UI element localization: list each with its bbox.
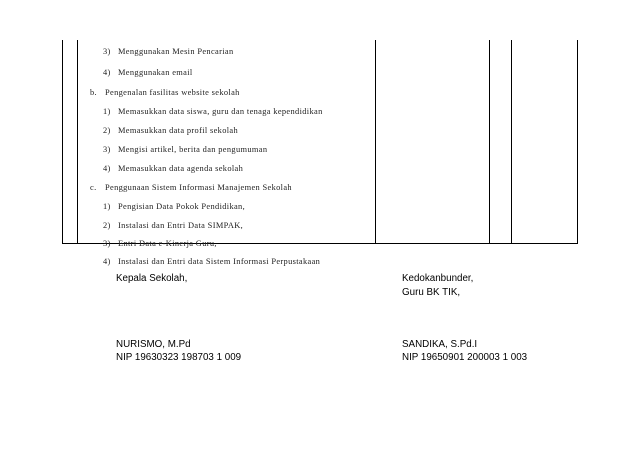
- list-item-text: Menggunakan Mesin Pencarian: [118, 47, 234, 56]
- list-item-text: Menggunakan email: [118, 68, 193, 77]
- section-letter: b.: [90, 88, 97, 97]
- section-heading: [90, 88, 240, 97]
- list-item: [103, 164, 243, 173]
- list-item-text: Pengisian Data Pokok Pendidikan,: [118, 202, 246, 211]
- place-date: Kedokanbunder,: [402, 273, 474, 284]
- list-item-number: 4): [103, 68, 111, 77]
- list-item-number: 4): [103, 164, 111, 173]
- list-item-text: Mengisi artikel, berita dan pengumuman: [118, 145, 268, 154]
- table-border-right: [577, 40, 578, 244]
- right-signatory-title: Guru BK TIK,: [402, 287, 461, 298]
- list-item: [103, 47, 234, 56]
- list-item-text: Instalasi dan Entri Data SIMPAK,: [118, 221, 244, 230]
- content-table: [62, 40, 578, 266]
- list-item-text: Memasukkan data agenda sekolah: [118, 164, 244, 173]
- list-item: [103, 68, 193, 77]
- section-text: Pengenalan fasilitas website sekolah: [105, 88, 240, 97]
- left-signatory-nip: NIP 19630323 198703 1 009: [116, 352, 242, 363]
- left-signatory-name: NURISMO, M.Pd: [116, 339, 191, 350]
- table-divider-column-3: [489, 40, 490, 244]
- list-item-number: 3): [103, 239, 111, 248]
- list-item: [103, 202, 245, 211]
- list-item-text: Memasukkan data profil sekolah: [118, 126, 239, 135]
- table-border-left: [62, 40, 63, 244]
- list-item-number: 3): [103, 145, 111, 154]
- table-divider-number-column: [77, 40, 78, 244]
- list-item-number: 4): [103, 257, 111, 266]
- section-heading: [90, 183, 292, 192]
- right-signatory-nip: NIP 19650901 200003 1 003: [402, 352, 528, 363]
- list-item-number: 1): [103, 107, 111, 116]
- list-item-text: Instalasi dan Entri data Sistem Informasi Perpustakaan: [118, 257, 321, 266]
- list-item-text: Memasukkan data siswa, guru dan tenaga kependidikan: [118, 107, 323, 116]
- list-item: [103, 221, 243, 230]
- list-item: [103, 145, 267, 154]
- table-divider-column-4: [511, 40, 512, 244]
- section-text: Penggunaan Sistem Informasi Manajemen Sekolah: [105, 183, 292, 192]
- list-item-number: 3): [103, 47, 111, 56]
- list-item-number: 2): [103, 221, 111, 230]
- list-item: [103, 257, 320, 266]
- list-item-number: 2): [103, 126, 111, 135]
- left-signatory-title: Kepala Sekolah,: [116, 273, 188, 284]
- list-item: [103, 107, 323, 116]
- list-item-text: Entri Data e-Kinerja Guru,: [118, 239, 217, 248]
- list-item: [103, 239, 217, 248]
- right-signatory-name: SANDIKA, S.Pd.I: [402, 339, 478, 350]
- list-item-number: 1): [103, 202, 111, 211]
- table-divider-column-2: [375, 40, 376, 244]
- section-letter: c.: [90, 183, 97, 192]
- list-item: [103, 126, 238, 135]
